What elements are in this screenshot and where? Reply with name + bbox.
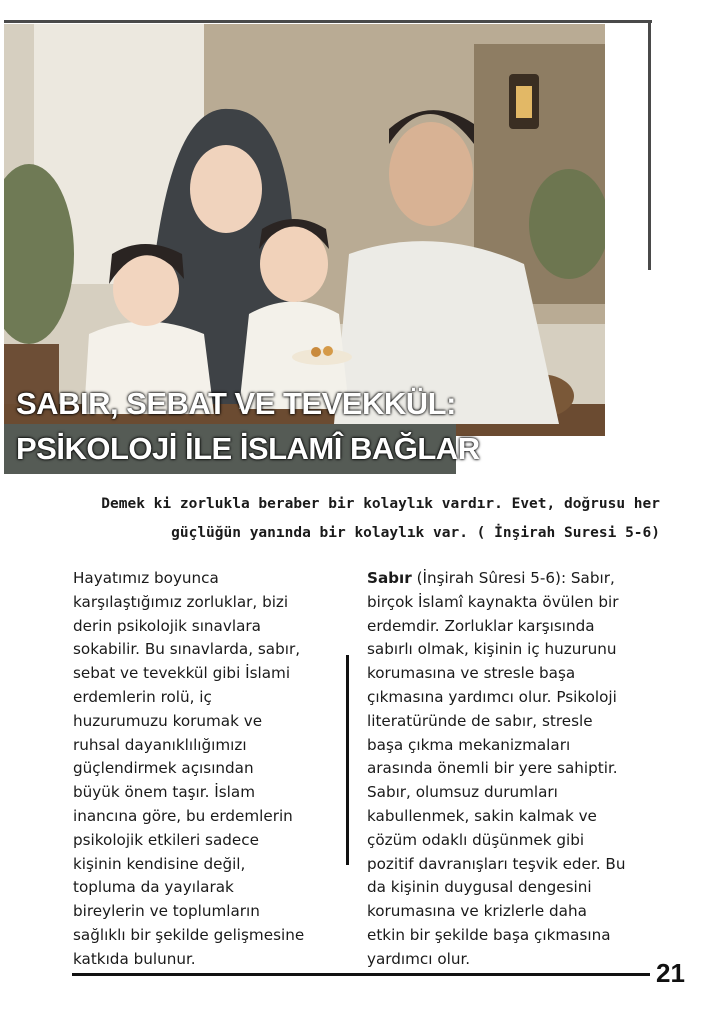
- right-column-line: birçok İslamî kaynakta övülen bir: [367, 592, 619, 611]
- family-illustration: [4, 24, 605, 436]
- family-photo: [4, 24, 605, 436]
- left-column: [73, 567, 335, 972]
- right-column-line: başa çıkma mekanizmaları: [367, 735, 571, 754]
- quote-line-1: Demek ki zorlukla beraber bir kolaylık vardır. Evet, doğrusu her: [101, 496, 660, 512]
- quote-block: [60, 490, 660, 548]
- right-column: [367, 567, 667, 972]
- left-column-line: kişinin kendisine değil,: [73, 854, 246, 873]
- frame-right-rule: [648, 20, 651, 270]
- title-block: [4, 380, 480, 474]
- right-column-line: erdemdir. Zorluklar karşısında: [367, 616, 595, 635]
- title-line-2: PSİKOLOJİ İLE İSLAMÎ BAĞLAR: [4, 424, 456, 474]
- right-column-line: korumasına ve stresle başa: [367, 664, 576, 683]
- left-column-line: bireylerin ve toplumların: [73, 902, 260, 921]
- right-column-line: etkin bir şekilde başa çıkmasına: [367, 925, 611, 944]
- left-column-line: katkıda bulunur.: [73, 949, 196, 968]
- right-column-line: çözüm odaklı düşünmek gibi: [367, 830, 585, 849]
- left-column-line: sokabilir. Bu sınavlarda, sabır,: [73, 640, 301, 659]
- left-column-line: huzurumuzu korumak ve: [73, 711, 263, 730]
- column-divider: [346, 655, 349, 865]
- right-first-line: [367, 567, 667, 591]
- left-column-line: güçlendirmek açısından: [73, 759, 254, 778]
- left-column-line: sağlıklı bir şekilde gelişmesine: [73, 925, 305, 944]
- right-column-line: yardımcı olur.: [367, 949, 471, 968]
- right-column-line: korumasına ve krizlerle daha: [367, 902, 587, 921]
- left-column-line: sebat ve tevekkül gibi İslami: [73, 664, 291, 683]
- right-column-line: literatüründe de sabır, stresle: [367, 711, 593, 730]
- left-column-line: erdemlerin rolü, iç: [73, 687, 212, 706]
- left-column-line: büyük önem taşır. İslam: [73, 783, 255, 802]
- right-column-line: kabullenmek, sakin kalmak ve: [367, 806, 597, 825]
- left-column-line: inancına göre, bu erdemlerin: [73, 806, 293, 825]
- left-column-line: topluma da yayılarak: [73, 878, 234, 897]
- left-column-line: ruhsal dayanıklılığımızı: [73, 735, 247, 754]
- quote-line-2: güçlüğün yanında bir kolaylık var. ( İnşirah Suresi 5-6): [171, 525, 660, 541]
- sabir-term: Sabır: [367, 569, 412, 587]
- left-column-line: psikolojik etkileri sadece: [73, 830, 259, 849]
- right-column-line: Sabır, olumsuz durumları: [367, 783, 558, 802]
- right-column-line: pozitif davranışları teşvik eder. Bu: [367, 854, 626, 873]
- frame-top-rule: [4, 20, 652, 23]
- left-column-line: Hayatımız boyunca: [73, 569, 219, 587]
- left-column-line: karşılaştığımız zorluklar, bizi: [73, 592, 289, 611]
- page-number: 21: [656, 958, 685, 988]
- right-first-line-rest: (İnşirah Sûresi 5-6): Sabır,: [411, 569, 615, 587]
- right-column-line: çıkmasına yardımcı olur. Psikoloji: [367, 687, 617, 706]
- right-column-line: sabırlı olmak, kişinin iç huzurunu: [367, 640, 617, 659]
- right-column-line: da kişinin duygusal dengesini: [367, 878, 592, 897]
- footer-rule: [72, 973, 650, 976]
- left-column-line: derin psikolojik sınavlara: [73, 616, 261, 635]
- title-line-1: SABIR, SEBAT VE TEVEKKÜL:: [16, 386, 456, 421]
- right-column-line: arasında önemli bir yere sahiptir.: [367, 759, 618, 778]
